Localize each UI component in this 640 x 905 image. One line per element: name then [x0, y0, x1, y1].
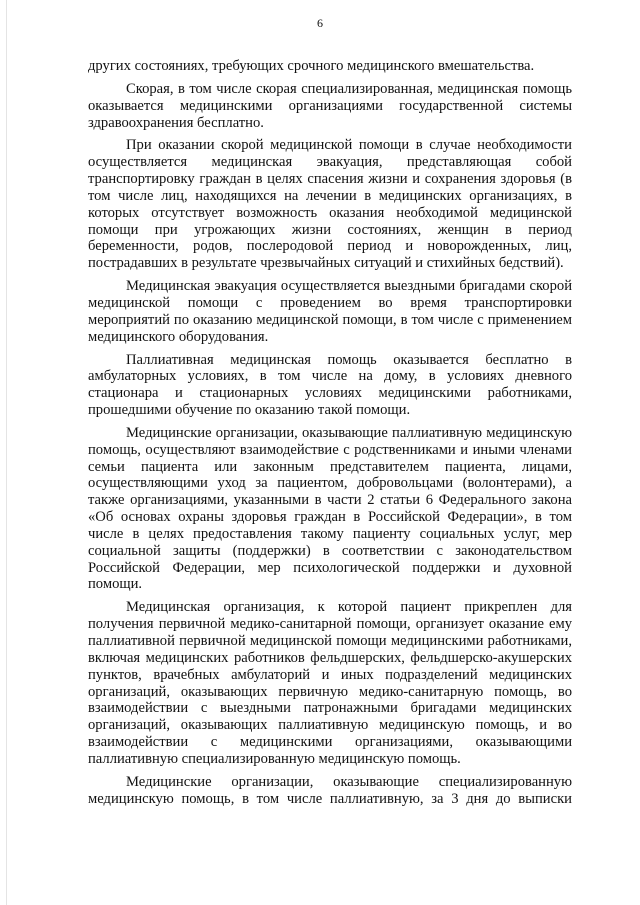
paragraph-continuation: других состояниях, требующих срочного медицинского вмешательства. [88, 58, 535, 74]
document-body [88, 58, 572, 807]
paragraph-medical-evacuation: При оказании скорой медицинской помощи в случае необходимости осуществляется медицинская эвакуация, представляющая собой транспортировку граждан в целях спасения жизни и сохранения здоровья (в том числе лиц, находящихся на лечении в медицинских организациях, в которых отсутствует возможность оказания необходимой медицинской помощи при угрожающих жизни состояниях, женщин в период беременности, родов, послеродовой период и новорожденных, лиц, пострадавших в результате чрезвычайных ситуаций и стихийных бедствий). [88, 137, 572, 272]
paragraph-specialized-care: Медицинские организации, оказывающие специализированную медицинскую помощь, в том числе паллиативную, за 3 дня до выписки [88, 773, 572, 807]
scan-edge-line [6, 0, 7, 905]
paragraph-primary-care-organization: Медицинская организация, к которой пациент прикреплен для получения первичной медико-санитарной помощи, организует оказание ему паллиативной первичной медицинской помощи медицинскими работниками, включая медицинских работников фельдшерских, фельдшерско-акушерских пунктов, врачебных амбулаторий и иных подразделений медицинских организаций, оказывающих первичную медико-санитарную помощь, во взаимодействии с выездными патронажными бригадами медицинских организаций, оказывающих паллиативную медицинскую помощь, и во взаимодействии с медицинскими организациями, оказывающими паллиативную специализированную медицинскую помощь. [88, 599, 572, 767]
page-number: 6 [317, 16, 323, 30]
paragraph-palliative-free: Паллиативная медицинская помощь оказывается бесплатно в амбулаторных условиях, в том числе на дому, в условиях дневного стационара и стационарных условиях медицинскими работниками, прошедшими обучение по оказанию такой помощи. [88, 351, 572, 419]
paragraph-palliative-interaction: Медицинские организации, оказывающие паллиативную медицинскую помощь, осуществляют взаимодействие с родственниками и иными членами семьи пациента или законным представителем пациента, лицами, осуществляющими уход за пациентом, добровольцами (волонтерами), а также организациями, указанными в части 2 статьи 6 Федерального закона «Об основах охраны здоровья граждан в Российской Федерации», в том числе в целях предоставления такому пациенту социальных услуг, мер социальной защиты (поддержки) в соответствии с законодательством Российской Федерации, мер психологической поддержки и духовной помощи. [88, 424, 572, 593]
paragraph-evacuation-teams: Медицинская эвакуация осуществляется выездными бригадами скорой медицинской помощи с проведением во время транспортировки мероприятий по оказанию медицинской помощи, в том числе с применением медицинского оборудования. [88, 278, 572, 345]
paragraph-ambulance-free: Скорая, в том числе скорая специализированная, медицинская помощь оказывается медицинскими организациями государственной системы здравоохранения бесплатно. [88, 80, 572, 131]
